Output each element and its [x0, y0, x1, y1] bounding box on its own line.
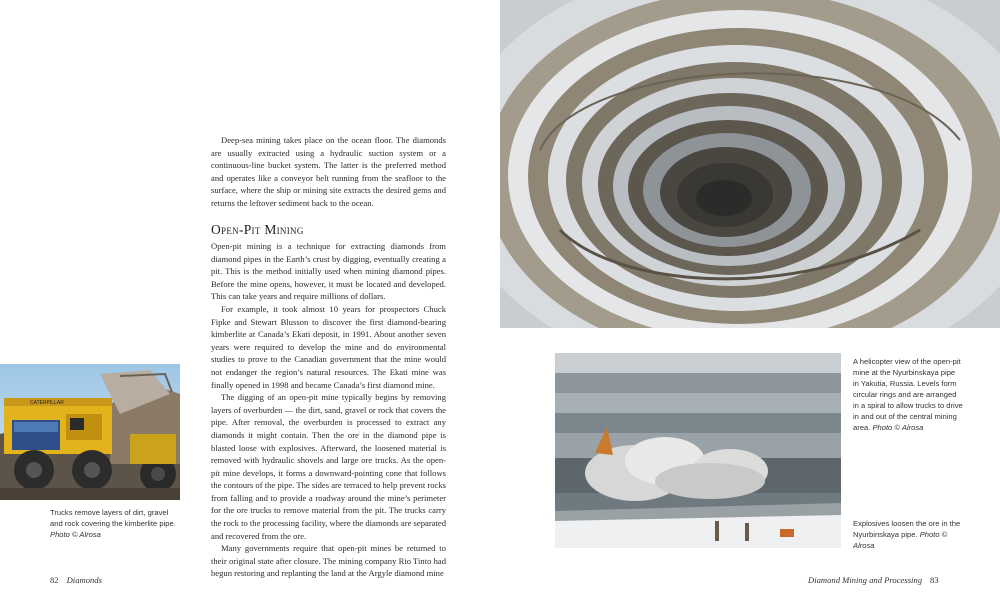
explosion-photo [555, 353, 841, 548]
intro-paragraph: Deep-sea mining takes place on the ocean floor. The diamonds are usually extracted using a hydraulic suction system or a continuous-line bucket system. The latter is the preferred method and operates like a conveyor belt running from the seafloor to the surface, where the ship or mining site extracts the desired gems and returns the leftover sediment back to the ocean. [211, 135, 446, 208]
folio-left [50, 575, 102, 585]
truck-caption-credit: Photo © Alrosa [50, 530, 101, 539]
truck-decal: CATERPILLAR [30, 400, 64, 406]
section-heading: Open-Pit Mining [211, 222, 304, 237]
blast-caption [853, 518, 963, 551]
truck-photo-image [0, 364, 180, 500]
pit-caption-text: A helicopter view of the open-pit mine at the Nyurbinskaya pipe in Yakutia, Russia. Levels form circular rings and are arranged in a spiral to allow trucks to drive in and out of the central mining area. [853, 357, 963, 432]
blast-caption-credit: Photo © Alrosa [853, 530, 948, 550]
body-paragraph: For example, it took almost 10 years for prospectors Chuck Fipke and Stewart Blusson to discover the first diamond-bearing kimberlite at Canada’s Ekati deposit, in 1991. About another seven years were required to develop the mine and do environmental studies to prove to the Canadian government that the mine would not endanger the region’s natural resources. The Ekati mine was finally opened in 1998 and became Canada’s first diamond mine. [211, 303, 446, 390]
blast-caption-text: Explosives loosen the ore in the Nyurbinskaya pipe. [853, 519, 961, 539]
body-paragraph: Many governments require that open-pit mines be returned to their original state after closure. The mining company Rio Tinto had begun restoring and replanting the land at the Argyle diamond mine [211, 543, 446, 579]
body-paragraph: Open-pit mining is a technique for extracting diamonds from diamond pipes in the Earth’s crust by digging, eventually creating a pit. This is the method initially used when mining diamond pipes. Before the mine opens, however, it must be located and developed. This can take years and require millions of dollars. [211, 241, 446, 302]
body-column [211, 240, 446, 580]
page-number: 83 [930, 575, 939, 585]
open-pit-aerial-image [500, 0, 1000, 328]
page-number: 82 [50, 575, 59, 585]
pit-caption [853, 356, 963, 433]
pit-caption-credit: Photo © Alrosa [872, 423, 924, 432]
truck-caption [50, 507, 180, 540]
running-title: Diamonds [66, 575, 102, 585]
truck-photo [0, 364, 180, 500]
folio-right [808, 575, 939, 585]
truck-caption-text: Trucks remove layers of dirt, gravel and rock covering the kimberlite pipe. [50, 508, 176, 528]
explosion-image [555, 353, 841, 548]
running-title: Diamond Mining and Processing [808, 575, 923, 585]
open-pit-aerial-photo [500, 0, 1000, 328]
body-paragraph: The digging of an open-pit mine typically begins by removing layers of overburden — the dirt, sand, gravel or rock that covers the pipe. After removal, the overburden is processed to extract any diamonds it might contain. Then the ore in the diamond pipe is blasted loose with explosives. Afterward, the loosened material is removed with hydraulic shovels and large ore trucks. As the open-pit mine develops, it forms a downward-pointing cone that follows the contours of the pipe. The sides are terraced to help prevent rocks from falling and to provide a roadway around the mine’s perimeter for the ore trucks to remove material from the pit. The trucks carry the rock to the processing facility, where the diamonds are separated and recovered from the ore. [211, 392, 446, 541]
